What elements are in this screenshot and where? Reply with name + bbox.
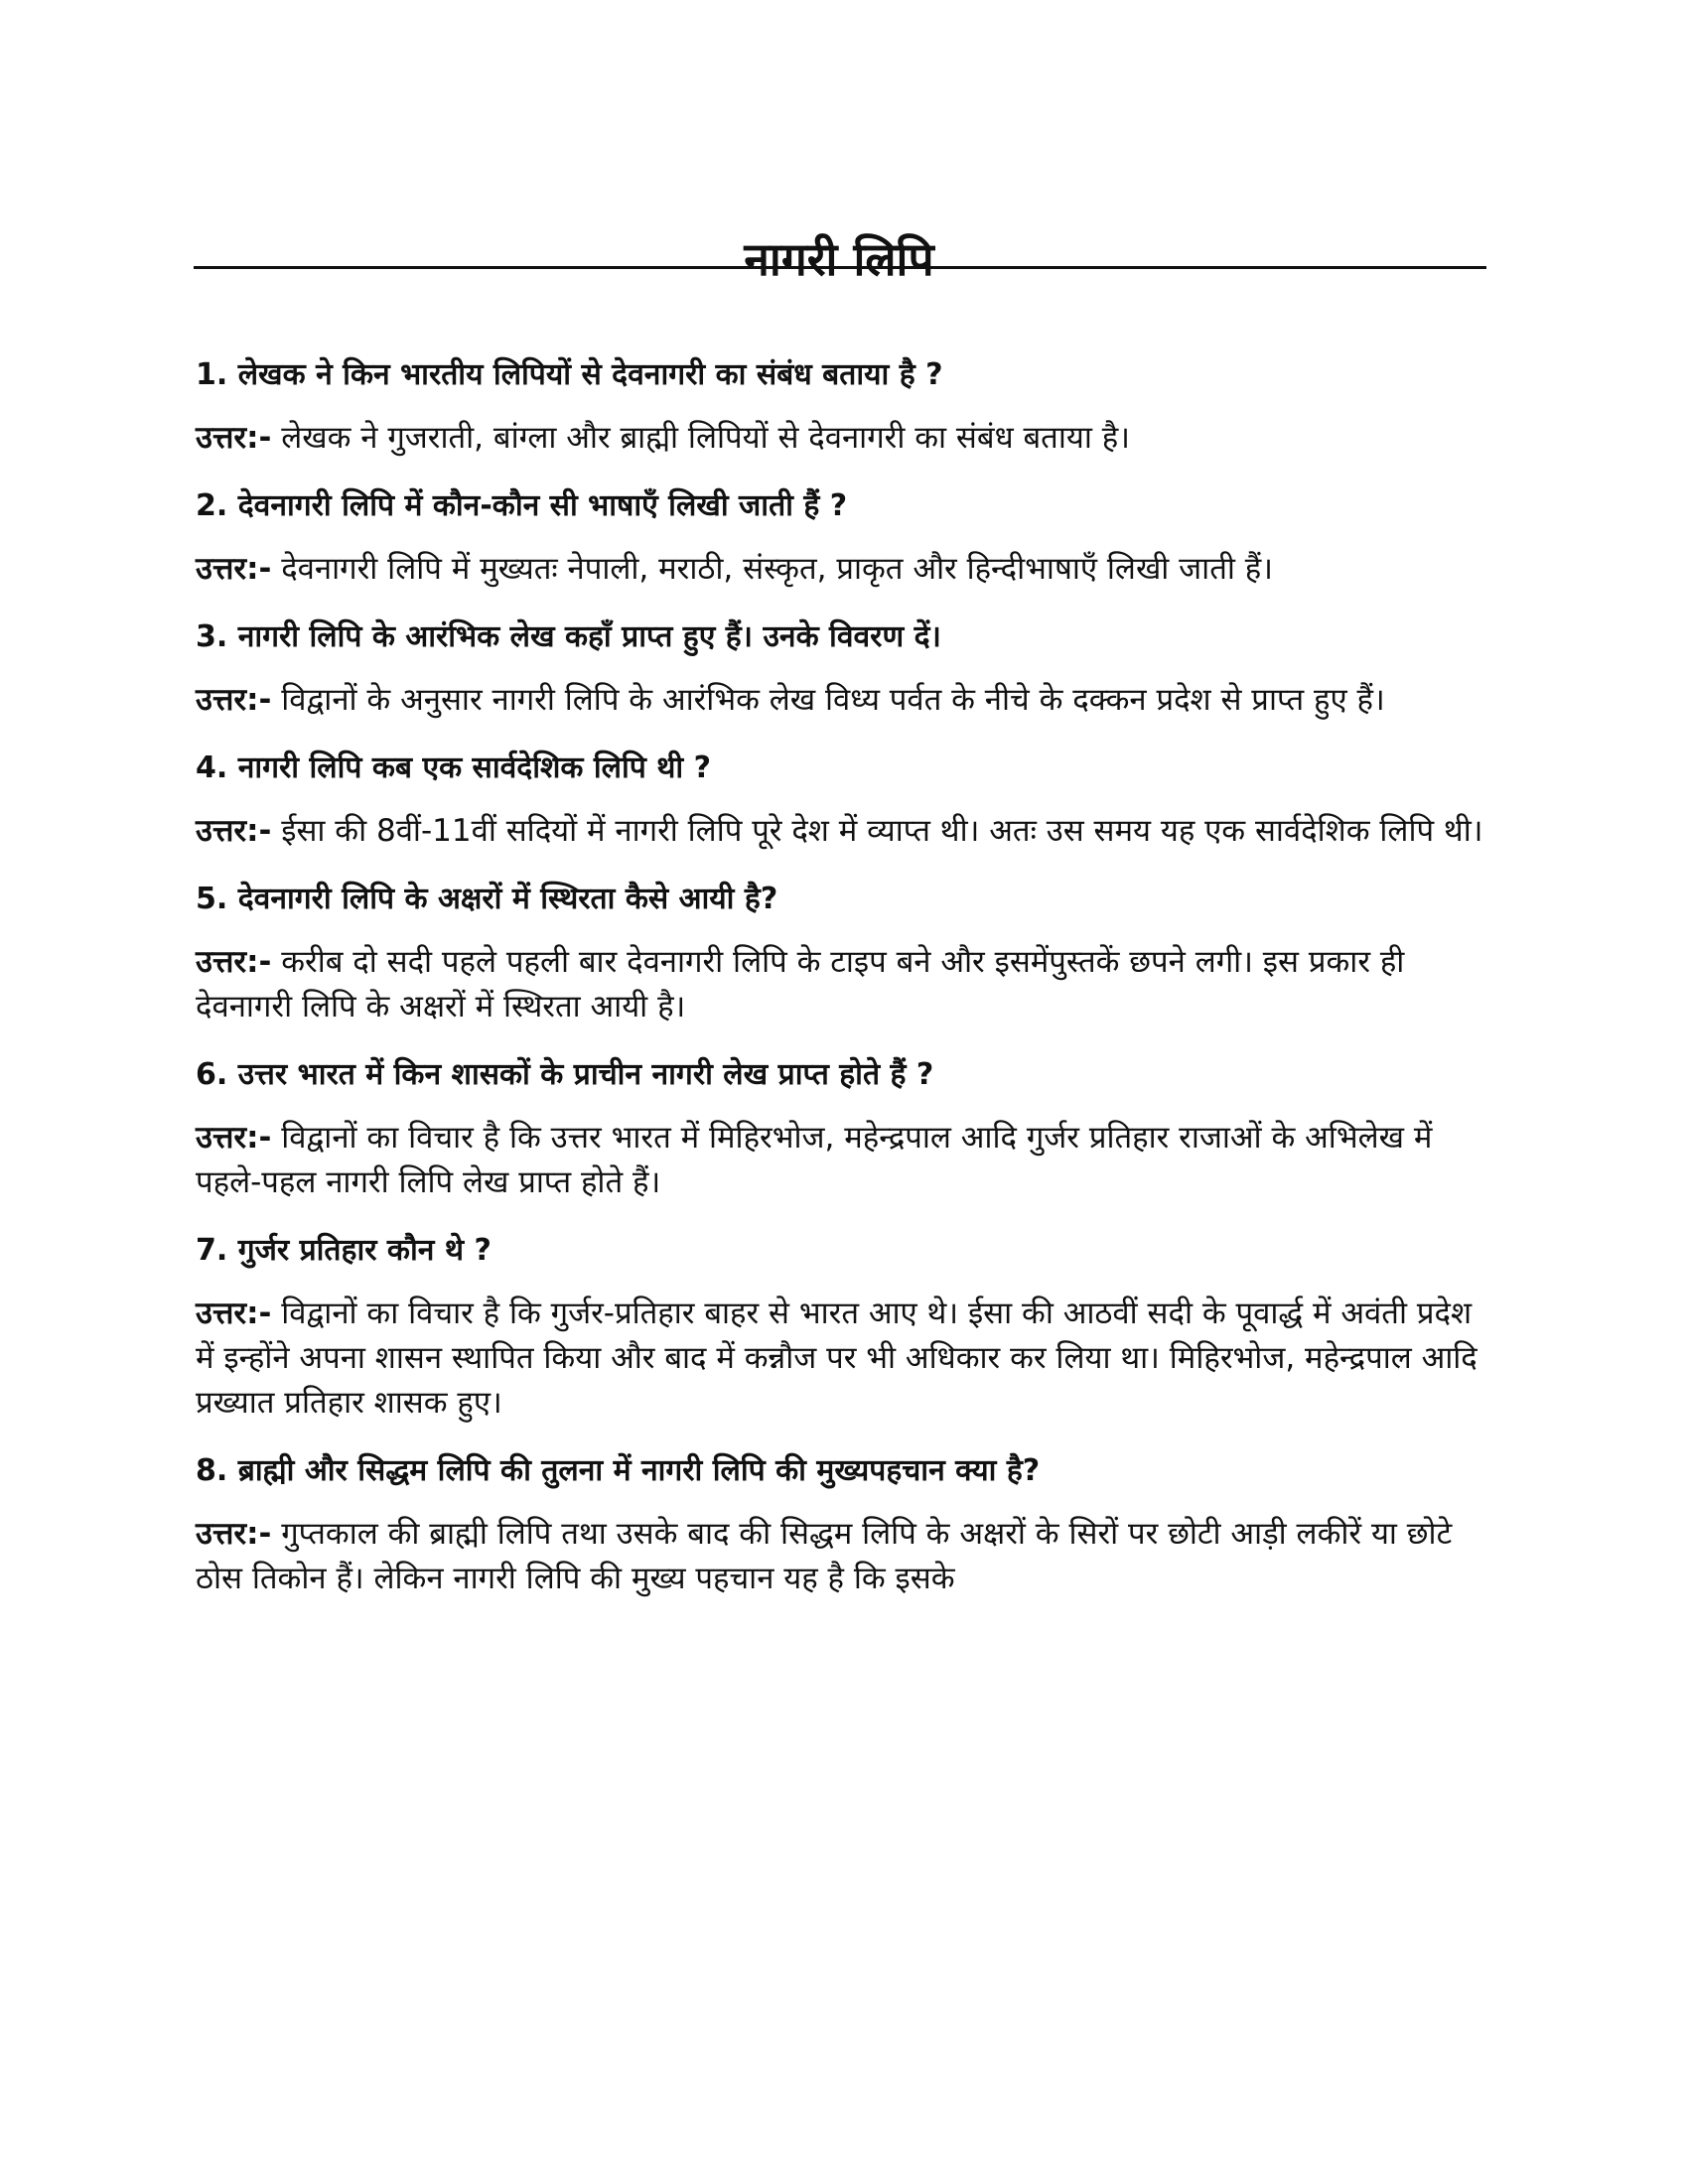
question: 6. उत्तर भारत में किन शासकों के प्राचीन नागरी लेख प्राप्त होते हैं ? — [196, 1057, 934, 1092]
answer-label: उत्तर:- — [196, 682, 272, 718]
answer — [196, 547, 1486, 592]
title-divider — [194, 266, 1486, 269]
qa-item-6 — [196, 1052, 1486, 1205]
answer-label: उत्तर:- — [196, 813, 272, 849]
answer-text: विद्वानों का विचार है कि गुर्जर-प्रतिहार बाहर से भारत आए थे। ईसा की आठवीं सदी के पूवार्द्ध में अवंती प्रदेश में इन्होंने अपना शासन स्थापित किया और बाद में कन्नौज पर भी अधिकार कर लिया था। मिहिरभोज, महेन्द्रपाल आदि प्रख्यात प्रतिहार शासक हुए। — [196, 1296, 1477, 1421]
page-title: नागरी लिपि — [744, 231, 934, 286]
qa-item-5 — [196, 877, 1486, 1029]
qa-item-7 — [196, 1228, 1486, 1426]
question: 1. लेखक ने किन भारतीय लिपियों से देवनागरी का संबंध बताया है ? — [196, 357, 943, 392]
answer-label: उत्तर:- — [196, 944, 272, 980]
question: 3. नागरी लिपि के आरंभिक लेख कहाँ प्राप्त हुए हैं। उनके विवरण दें। — [196, 619, 941, 654]
answer-label: उत्तर:- — [196, 420, 272, 456]
qa-item-4 — [196, 746, 1486, 854]
answer — [196, 1512, 1486, 1601]
answer — [196, 809, 1486, 854]
qa-list — [196, 352, 1486, 1624]
question: 2. देवनागरी लिपि में कौन-कौन सी भाषाएँ लिखी जाती हैं ? — [196, 488, 848, 523]
question: 4. नागरी लिपि कब एक सार्वदेशिक लिपि थी ? — [196, 751, 712, 785]
qa-item-8 — [196, 1448, 1486, 1601]
qa-item-1 — [196, 352, 1486, 461]
question: 8. ब्राह्मी और सिद्धम लिपि की तुलना में नागरी लिपि की मुख्यपहचान क्या है? — [196, 1453, 1041, 1488]
answer-label: उत्तर:- — [196, 1120, 272, 1156]
answer — [196, 1292, 1486, 1426]
question: 5. देवनागरी लिपि के अक्षरों में स्थिरता कैसे आयी है? — [196, 882, 778, 916]
answer-label: उत्तर:- — [196, 551, 272, 587]
answer-text: लेखक ने गुजराती, बांग्ला और ब्राह्मी लिपियों से देवनागरी का संबंध बताया है। — [281, 420, 1130, 456]
answer-text: गुप्तकाल की ब्राह्मी लिपि तथा उसके बाद की सिद्धम लिपि के अक्षरों के सिरों पर छोटी आड़ी लकीरें या छोटे ठोस तिकोन हैं। लेकिन नागरी लिपि की मुख्य पहचान यह है कि इसके — [196, 1516, 1453, 1596]
qa-item-3 — [196, 614, 1486, 723]
qa-item-2 — [196, 483, 1486, 592]
answer — [196, 678, 1486, 723]
answer — [196, 416, 1486, 461]
answer — [196, 940, 1486, 1029]
answer-label: उत्तर:- — [196, 1296, 272, 1331]
answer-text: विद्वानों का विचार है कि उत्तर भारत में मिहिरभोज, महेन्द्रपाल आदि गुर्जर प्रतिहार राजाओं के अभिलेख में पहले-पहल नागरी लिपि लेख प्राप्त होते हैं। — [196, 1120, 1433, 1200]
answer-text: करीब दो सदी पहले पहली बार देवनागरी लिपि के टाइप बने और इसमेंपुस्तकें छपने लगी। इस प्रकार ही देवनागरी लिपि के अक्षरों में स्थिरता आयी है। — [196, 944, 1405, 1024]
answer-label: उत्तर:- — [196, 1516, 272, 1552]
answer — [196, 1116, 1486, 1205]
answer-text: ईसा की 8वीं-11वीं सदियों में नागरी लिपि पूरे देश में व्याप्त थी। अतः उस समय यह एक सार्वदेशिक लिपि थी। — [281, 813, 1483, 849]
answer-text: विद्वानों के अनुसार नागरी लिपि के आरंभिक लेख विध्य पर्वत के नीचे के दक्कन प्रदेश से प्राप्त हुए हैं। — [281, 682, 1385, 718]
answer-text: देवनागरी लिपि में मुख्यतः नेपाली, मराठी, संस्कृत, प्राकृत और हिन्दीभाषाएँ लिखी जाती हैं। — [281, 551, 1273, 587]
question: 7. गुर्जर प्रतिहार कौन थे ? — [196, 1233, 492, 1268]
